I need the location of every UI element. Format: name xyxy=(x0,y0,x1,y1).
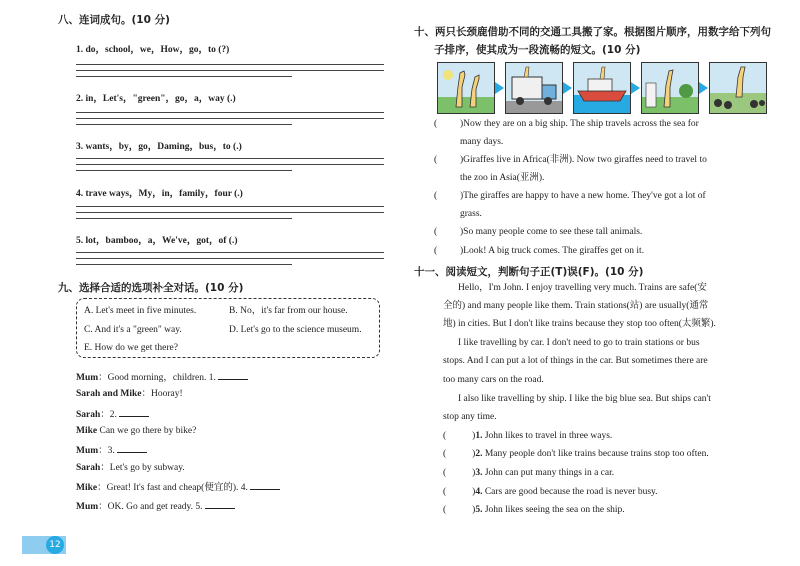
option-e: E. How do we get there? xyxy=(84,343,178,353)
dialogue-line xyxy=(76,370,248,384)
line-text: ：Hooray! xyxy=(141,389,183,399)
answer-lines[interactable] xyxy=(76,64,384,82)
tf-item-1[interactable]: ( )1. John likes to travel in three ways. xyxy=(443,431,613,441)
passage-line: I like travelling by car. I don't need to go to train stations or bus xyxy=(458,338,700,348)
answer-lines[interactable] xyxy=(76,158,384,176)
option-a: A. Let's meet in five minutes. xyxy=(84,306,197,316)
page-number: 12 xyxy=(46,536,64,554)
tf-item-4[interactable]: ( )4. Cars are good because the road is never busy. xyxy=(443,487,658,497)
sentence-item-2: 2. in，Let's，"green"，go，a，way (.) xyxy=(76,94,236,104)
line-text: ：Great! It's fast and cheap(便宜的). 4. xyxy=(97,483,248,493)
tf-item-2[interactable]: ( )2. Many people don't like trains because trains stop too often. xyxy=(443,449,709,459)
sentence-item-4: 4. trave ways，My，in，family，four (.) xyxy=(76,189,243,199)
answer-blank[interactable] xyxy=(205,499,235,509)
next-arrow-icon xyxy=(699,82,708,94)
line-text: ：2. xyxy=(100,410,117,420)
picture-new-home xyxy=(641,62,699,114)
option-b: B. No，it's far from our house. xyxy=(229,306,348,316)
order-item-3-cont: grass. xyxy=(460,209,482,219)
answer-blank[interactable] xyxy=(250,480,280,490)
dialogue-line xyxy=(76,388,183,400)
speaker: Mum xyxy=(76,502,99,512)
line-text: ：Good morning，children. 1. xyxy=(98,373,216,383)
dialogue-line xyxy=(76,480,280,494)
dialogue-line xyxy=(76,462,185,474)
section-title-ordering: 十、两只长颈鹿借助不同的交通工具搬了家。根据图片顺序，用数字给下列句 xyxy=(414,26,771,38)
passage-line: stop any time. xyxy=(443,412,497,422)
passage-line: 地) in cities. But I don't like trains because they stop too often(太频繁). xyxy=(443,319,716,329)
order-item-1[interactable]: ( )Now they are on a big ship. The ship travels across the sea for xyxy=(434,119,699,129)
sentence-item-5: 5. lot，bamboo，a，We've，got，of (.) xyxy=(76,236,238,246)
line-text: ：OK. Go and get ready. 5. xyxy=(98,502,203,512)
dialogue-line xyxy=(76,425,196,437)
passage-line: I also like travelling by ship. I like the big blue sea. But ships can't xyxy=(458,394,711,404)
next-arrow-icon xyxy=(563,82,572,94)
passage-line: 全的) and many people like them. Train stations(站) are usually(通常 xyxy=(443,301,709,311)
sentence-item-1: 1. do，school，we，How，go，to (?) xyxy=(76,45,230,55)
order-item-1-cont: many days. xyxy=(460,137,504,147)
line-text: ：3. xyxy=(98,446,115,456)
order-item-3[interactable]: ( )The giraffes are happy to have a new home. They've got a lot of xyxy=(434,191,706,201)
passage-line: too many cars on the road. xyxy=(443,375,544,385)
picture-zoo-visitors xyxy=(709,62,767,114)
section-title-dialogue: 九、选择合适的选项补全对话。(10 分) xyxy=(58,282,244,294)
speaker: Mike xyxy=(76,483,98,493)
section-title-sentences: 八、连词成句。(10 分) xyxy=(58,14,170,26)
order-item-5[interactable]: ( )Look! A big truck comes. The giraffes get on it. xyxy=(434,246,645,256)
passage-line: Hello，I'm John. I enjoy travelling very much. Trains are safe(安 xyxy=(458,283,707,293)
picture-truck xyxy=(505,62,563,114)
next-arrow-icon xyxy=(631,82,640,94)
section-title-ordering-cont: 子排序，使其成为一段流畅的短文。(10 分) xyxy=(434,44,641,56)
answer-lines[interactable] xyxy=(76,206,384,224)
order-item-2-cont: the zoo in Asia(亚洲). xyxy=(460,173,545,183)
speaker: Sarah and Mike xyxy=(76,389,142,399)
speaker: Mike xyxy=(76,426,98,436)
order-item-2[interactable]: ( )Giraffes live in Africa(非洲). Now two giraffes need to travel to xyxy=(434,155,707,165)
picture-ship xyxy=(573,62,631,114)
answer-blank[interactable] xyxy=(119,407,149,417)
dialogue-line xyxy=(76,443,147,457)
dialogue-line xyxy=(76,407,149,421)
option-c: C. And it's a "green" way. xyxy=(84,325,182,335)
option-d: D. Let's go to the science museum. xyxy=(229,325,362,335)
line-text: Can we go there by bike? xyxy=(97,426,197,436)
answer-lines[interactable] xyxy=(76,252,384,270)
speaker: Sarah xyxy=(76,410,101,420)
section-title-reading: 十一、阅读短文，判断句子正(T)误(F)。(10 分) xyxy=(414,266,644,278)
tf-item-3[interactable]: ( )3. John can put many things in a car. xyxy=(443,468,615,478)
order-item-4[interactable]: ( )So many people come to see these tall animals. xyxy=(434,227,643,237)
picture-giraffes-africa xyxy=(437,62,495,114)
sentence-item-3: 3. wants，by，go，Daming，bus，to (.) xyxy=(76,142,242,152)
answer-blank[interactable] xyxy=(117,443,147,453)
passage-line: stops. And I can put a lot of things in the car. But sometimes there are xyxy=(443,356,708,366)
line-text: ：Let's go by subway. xyxy=(100,463,185,473)
tf-item-5[interactable]: ( )5. John likes seeing the sea on the ship. xyxy=(443,505,625,515)
answer-lines[interactable] xyxy=(76,112,384,130)
answer-blank[interactable] xyxy=(218,370,248,380)
dialogue-line xyxy=(76,499,235,513)
speaker: Mum xyxy=(76,373,99,383)
speaker: Sarah xyxy=(76,463,101,473)
speaker: Mum xyxy=(76,446,99,456)
next-arrow-icon xyxy=(495,82,504,94)
